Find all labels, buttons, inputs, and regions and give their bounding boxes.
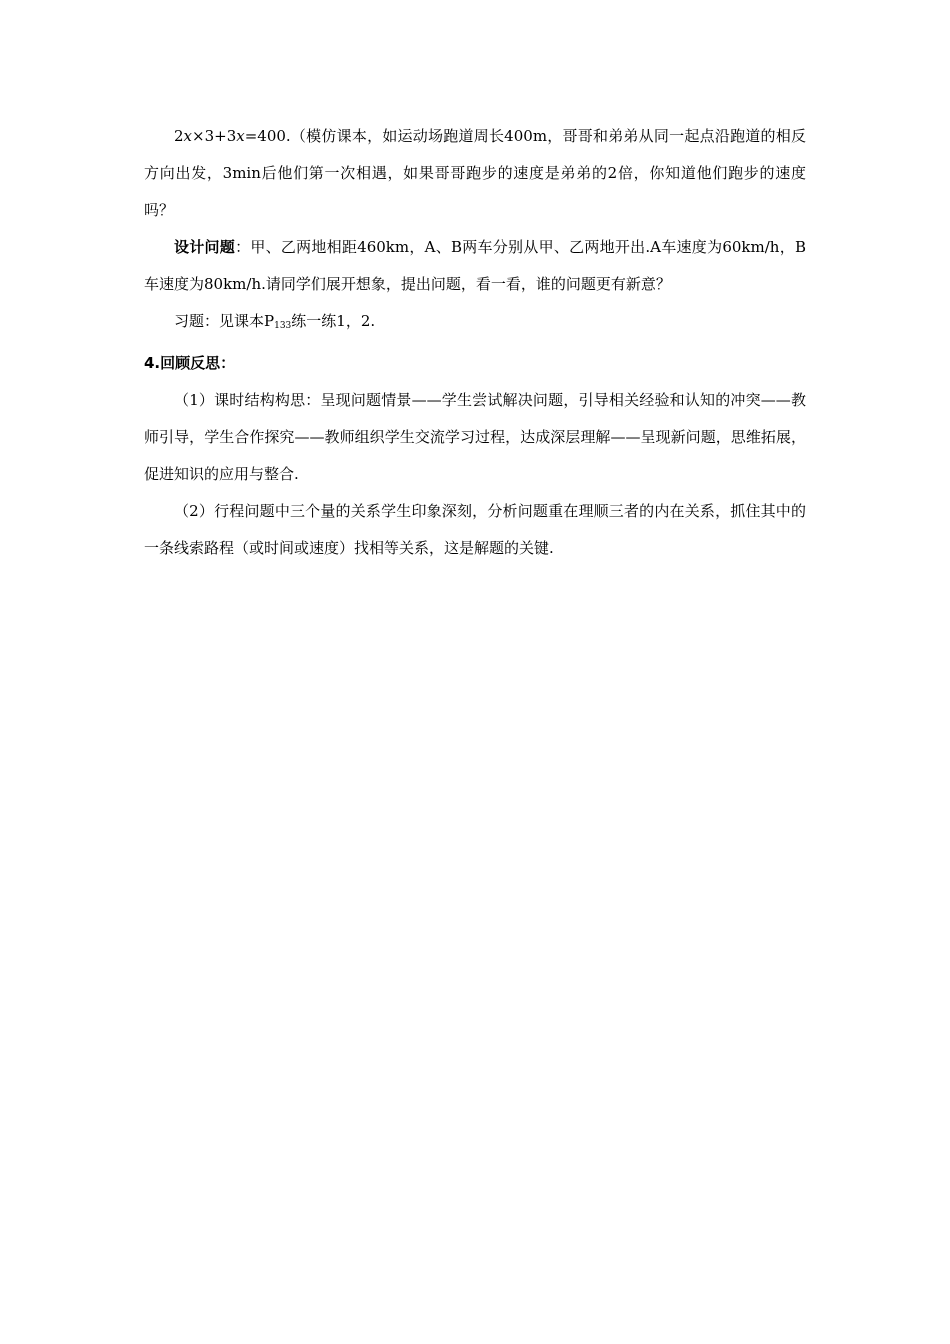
- equation-part-2: ×3+3: [192, 127, 237, 145]
- document-body: [144, 118, 806, 567]
- equation-part-3: =400.: [244, 127, 291, 145]
- equation-paragraph: [144, 118, 806, 229]
- reflection-item-1: （1）课时结构构思：呈现问题情景——学生尝试解决问题，引导相关经验和认知的冲突——教师引导，学生合作探究——教师组织学生交流学习过程，达成深层理解——呈现新问题，思维拓展，促进知识的应用与整合.: [144, 391, 806, 483]
- reflection-item-2: （2）行程问题中三个量的关系学生印象深刻，分析问题重在理顺三者的内在关系，抓住其中的一条线索路程（或时间或速度）找相等关系，这是解题的关键.: [144, 502, 806, 557]
- section-4-heading: 4.回顾反思：: [144, 354, 236, 372]
- equation-variable-1: x: [183, 127, 193, 145]
- exercise-prefix: 习题：见课本P: [174, 312, 275, 330]
- design-problem-label: 设计问题: [174, 238, 236, 256]
- exercise-paragraph: [144, 303, 806, 345]
- equation-variable-2: x: [236, 127, 245, 145]
- equation-part-1: 2: [174, 127, 184, 145]
- exercise-page-subscript: 133: [274, 321, 292, 331]
- imitation-problem-text: （模仿课本，如运动场跑道周长400m，哥哥和弟弟从同一起点沿跑道的相反方向出发，3min后他们第一次相遇，如果哥哥跑步的速度是弟弟的2倍，你知道他们跑步的速度吗？: [144, 127, 806, 219]
- design-problem-paragraph: [144, 229, 806, 303]
- exercise-suffix: 练一练1，2.: [291, 312, 376, 330]
- design-problem-text: ：甲、乙两地相距460km，A、B两车分别从甲、乙两地开出.A车速度为60km/h，B车速度为80km/h.请同学们展开想象，提出问题，看一看，谁的问题更有新意？: [144, 238, 806, 293]
